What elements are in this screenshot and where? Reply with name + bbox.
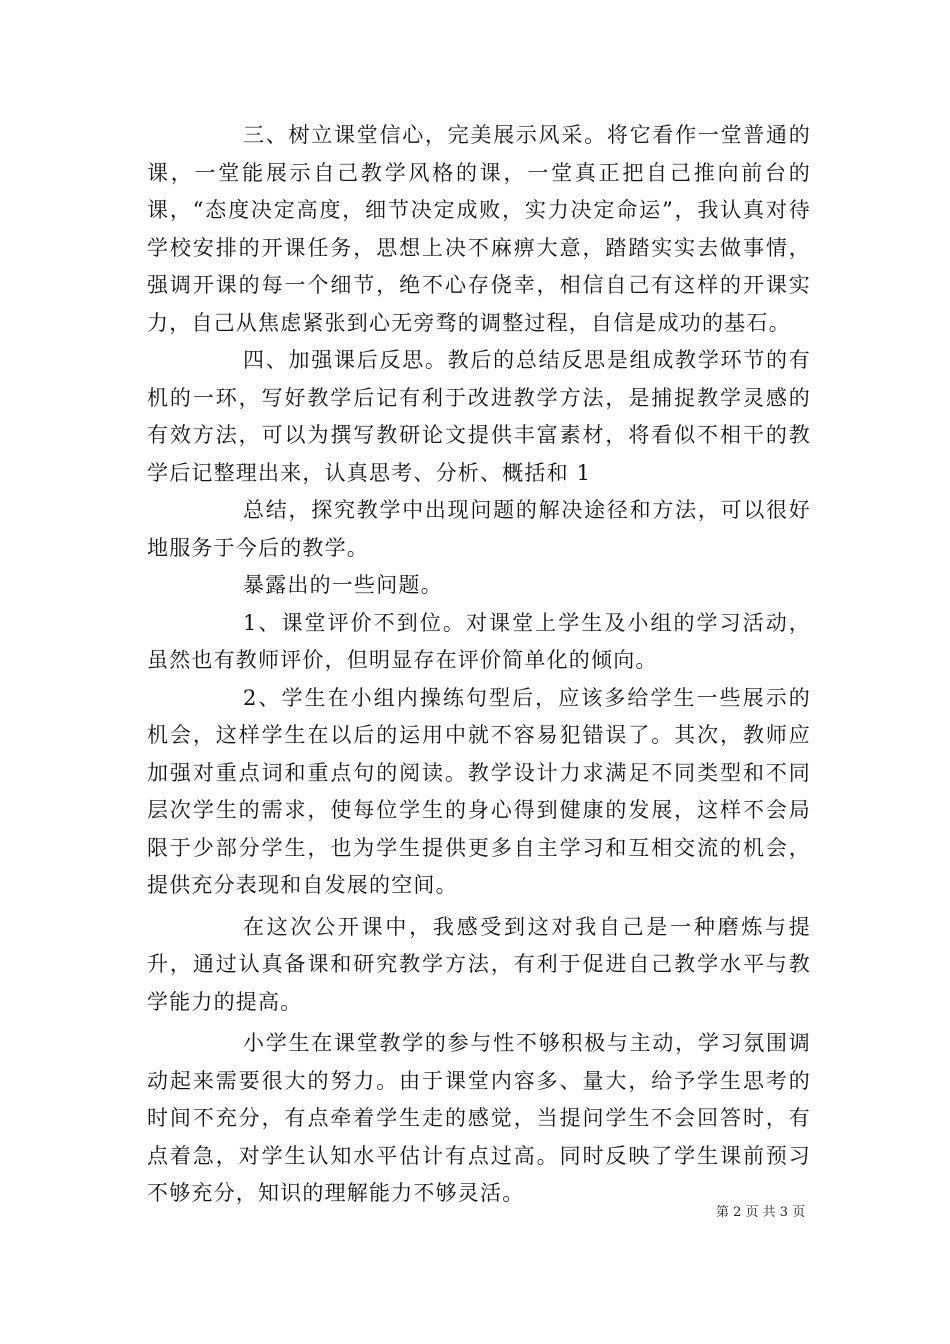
paragraph-open-class-reflection: 在这次公开课中，我感受到这对我自己是一种磨炼与提升，通过认真备课和研究教学方法，有利于促进自己教学水平与教学能力的提高。 <box>147 914 811 1014</box>
paragraph-problem-1: 1、课堂评价不到位。对课堂上学生及小组的学习活动，虽然也有教师评价，但明显存在评价简单化的倾向。 <box>147 610 811 672</box>
page-number-footer: 第 2 页 共 3 页 <box>716 1205 806 1220</box>
paragraph-after-class-reflection: 四、加强课后反思。教后的总结反思是组成教学环节的有机的一环，写好教学后记有利于改进教学方法，是捕捉教学灵感的有效方法，可以为撰写教研论文提供丰富素材，将看似不相干的教学后记整理出来，认真思考、分析、概括和 1 <box>147 348 811 485</box>
document-body <box>147 117 811 1213</box>
paragraph-problem-2: 2、学生在小组内操练句型后，应该多给学生一些展示的机会，这样学生在以后的运用中就不容易犯错误了。其次，教师应加强对重点词和重点句的阅读。教学设计力求满足不同类型和不同层次学生的需求，使每位学生的身心得到健康的发展，这样不会局限于少部分学生，也为学生提供更多自主学习和互相交流的机会，提供充分表现和自发展的空间。 <box>147 685 811 897</box>
paragraph-summary: 总结，探究教学中出现问题的解决途径和方法，可以很好地服务于今后的教学。 <box>147 498 811 560</box>
paragraph-problems-heading: 暴露出的一些问题。 <box>243 573 443 597</box>
paragraph-build-confidence: 三、树立课堂信心，完美展示风采。将它看作一堂普通的课，一堂能展示自己教学风格的课，一堂真正把自己推向前台的课，“态度决定高度，细节决定成败，实力决定命运”，我认真对待学校安排的开课任务，思想上决不麻痹大意，踏踏实实去做事情，强调开课的每一个细节，绝不心存侥幸，相信自己有这样的开课实力，自己从焦虑紧张到心无旁骛的调整过程，自信是成功的基石。 <box>147 123 811 335</box>
paragraph-student-participation: 小学生在课堂教学的参与性不够积极与主动，学习氛围调动起来需要很大的努力。由于课堂内容多、量大，给予学生思考的时间不充分，有点牵着学生走的感觉，当提问学生不会回答时，有点着急，对学生认知水平估计有点过高。同时反映了学生课前预习不够充分，知识的理解能力不够灵活。 <box>147 1031 811 1205</box>
